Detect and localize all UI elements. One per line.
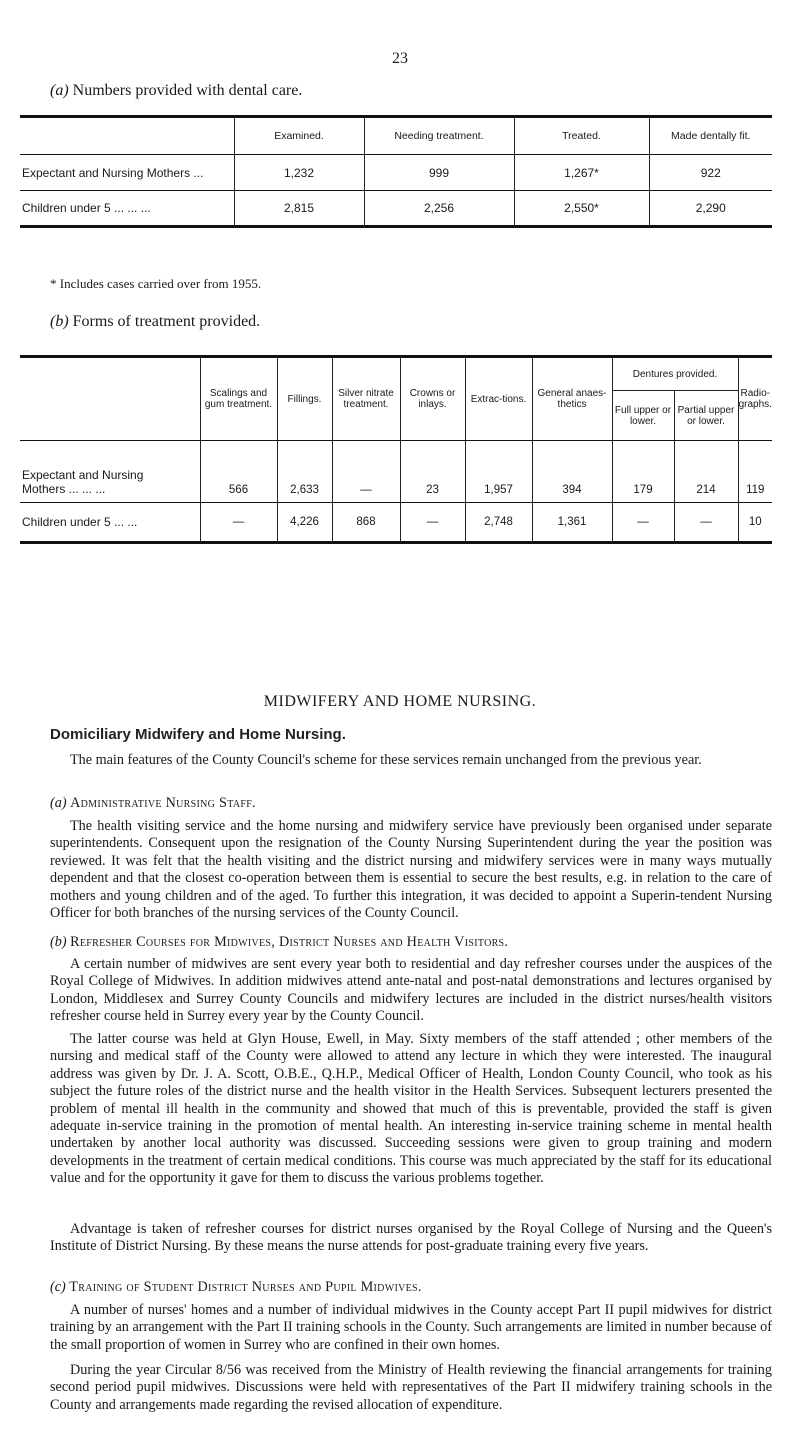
table-row [20, 155, 772, 191]
row-label: Expectant and Nursing Mothers ... [22, 165, 204, 180]
section-c-title [50, 1279, 772, 1296]
row-label-line-2: Mothers ... ... ... [22, 482, 106, 496]
section-a-paragraph [50, 818, 772, 922]
section-b-label: (b) [50, 934, 67, 950]
cell-fillings: 2,633 [277, 441, 332, 503]
table-a-corner-cell [20, 117, 234, 155]
table-b-caption-text: Forms of treatment provided. [72, 313, 261, 330]
section-b-text-3: Advantage is taken of refresher courses for district nurses organised by the Royal College of Nursing and the Queen's Institute of District Nursing. By these means the nurse attends for post-graduate training every five years. [50, 1221, 772, 1255]
cell-radiographs: 119 [738, 441, 772, 503]
cell-crowns: — [400, 503, 465, 543]
cell-silver-nitrate: 868 [332, 503, 400, 543]
dental-care-numbers-table [20, 115, 772, 228]
cell-extractions: 2,748 [465, 503, 532, 543]
header-radiographs: Radio-graphs. [738, 357, 772, 441]
header-scalings: Scalings and gum treatment. [200, 357, 277, 441]
section-c-heading: Training of Student District Nurses and Pupil Midwives. [69, 1279, 422, 1295]
dental-treatment-forms-table [20, 355, 772, 544]
section-b-text-2: The latter course was held at Glyn House, Ewell, in May. Sixty members of the staff attended ; other members of the nursing and medical staff of the County were allowed to attend any lecture in which they were interested. The inaugural address was given by Dr. J. A. Scott, O.B.E., Q.H.P., Medical Officer of Health, London County Council, who took as his subject the future roles of the district nurse and the health visitor in the Health Services. Subsequent lecturers presented the problem of mental ill health in the community and showed that much of this is preventable, provided the staff is given adequate in-service training in the promotion of mental health. An interesting in-service training scheme in mental health undertaken by another local authority was discussed. Succeeding sessions were given to group training and modern developments in the treatment of certain medical conditions. This course was much appreciated by the staff for its educational value and for the opportunity it gave for them to discuss the various problems together. [50, 1031, 772, 1187]
cell-radiographs: 10 [738, 503, 772, 543]
header-dentures-provided: Dentures provided. [612, 357, 738, 391]
row-label: Children under 5 ... ... ... [22, 201, 151, 215]
cell-general-anaesthetics: 394 [532, 441, 612, 503]
cell-needing-treatment: 2,256 [364, 191, 514, 227]
cell-examined: 2,815 [234, 191, 364, 227]
section-a-title [50, 795, 772, 812]
table-row [20, 441, 772, 503]
table-a-header-row [20, 117, 772, 155]
table-a-caption [50, 82, 302, 100]
section-c-label: (c) [50, 1279, 66, 1295]
header-made-dentally-fit: Made dentally fit. [649, 117, 772, 155]
cell-silver-nitrate: — [332, 441, 400, 503]
page-number: 23 [392, 50, 408, 67]
table-b-caption [50, 313, 260, 331]
section-a-text: The health visiting service and the home nursing and midwifery service have previously been organised under separate superintendents. Consequent upon the resignation of the County Nursing Superintendent during the year the position was reviewed. It was felt that the health visiting and the district nursing and midwifery services were in many ways mutually dependent and that the closest co-operation between them is essential to secure the best results, e.g. in relation to the care of mothers and young children and of the aged. To further this integration, it was decided to appoint a Superin-tendent Nursing Officer for both branches of the nursing services of the County Council. [50, 818, 772, 922]
section-c-text-2: During the year Circular 8/56 was received from the Ministry of Health reviewing the financial arrangements for training second period pupil midwives. Discussions were held with representatives of the Part II midwifery training schools in the County and arrangements made regarding the revised allocation of expenditure. [50, 1362, 772, 1413]
section-a-heading: Administrative Nursing Staff. [70, 795, 256, 811]
cell-fillings: 4,226 [277, 503, 332, 543]
section-subheading: Domiciliary Midwifery and Home Nursing. [50, 726, 346, 743]
table-a-caption-text: Numbers provided with dental care. [72, 82, 303, 99]
header-full-dentures: Full upper or lower. [612, 391, 674, 441]
row-label: Children under 5 ... ... [22, 515, 138, 529]
section-b-paragraph-2 [50, 1031, 772, 1188]
header-partial-dentures: Partial upper or lower. [674, 391, 738, 441]
header-treated: Treated. [514, 117, 649, 155]
cell-full-dentures: 179 [612, 441, 674, 503]
header-extractions: Extrac-tions. [465, 357, 532, 441]
section-heading: MIDWIFERY AND HOME NURSING. [263, 693, 537, 710]
intro-text: The main features of the County Council's scheme for these services remain unchanged from the previous year. [70, 752, 702, 768]
header-needing-treatment: Needing treatment. [364, 117, 514, 155]
section-b-title [50, 934, 772, 951]
cell-crowns: 23 [400, 441, 465, 503]
section-c-paragraph-1 [50, 1302, 772, 1354]
section-b-paragraph-3 [50, 1221, 772, 1256]
cell-treated: 1,267* [514, 155, 649, 191]
cell-made-dentally-fit: 2,290 [649, 191, 772, 227]
intro-paragraph [50, 752, 772, 769]
header-crowns: Crowns or inlays. [400, 357, 465, 441]
table-row [20, 503, 772, 543]
section-b-paragraph-1 [50, 956, 772, 1026]
cell-treated: 2,550* [514, 191, 649, 227]
table-b-header-row [20, 357, 772, 391]
cell-needing-treatment: 999 [364, 155, 514, 191]
table-a-caption-prefix: (a) [50, 82, 69, 99]
section-c-paragraph-2 [50, 1362, 772, 1414]
table-row [20, 191, 772, 227]
cell-partial-dentures: 214 [674, 441, 738, 503]
cell-made-dentally-fit: 922 [649, 155, 772, 191]
row-label [20, 441, 200, 503]
header-general-anaesthetics: General anaes-thetics [532, 357, 612, 441]
cell-extractions: 1,957 [465, 441, 532, 503]
section-c-text-1: A number of nurses' homes and a number of individual midwives in the County accept Part II pupil midwives for district training by an arrangement with the Part II training schools in the County. Such arrangements are limited in number because of the small proportion of women in Surrey who are confined in their own homes. [50, 1302, 772, 1353]
section-b-heading: Refresher Courses for Midwives, District Nurses and Health Visitors. [70, 934, 509, 950]
cell-scalings: — [200, 503, 277, 543]
table-a-footnote: * Includes cases carried over from 1955. [50, 276, 262, 291]
header-examined: Examined. [234, 117, 364, 155]
table-b-corner-cell [20, 357, 200, 441]
header-silver-nitrate: Silver nitrate treatment. [332, 357, 400, 441]
cell-full-dentures: — [612, 503, 674, 543]
cell-scalings: 566 [200, 441, 277, 503]
cell-general-anaesthetics: 1,361 [532, 503, 612, 543]
section-a-label: (a) [50, 795, 67, 811]
row-label-line-1: Expectant and Nursing [22, 468, 144, 482]
table-b-caption-prefix: (b) [50, 313, 69, 330]
header-fillings: Fillings. [277, 357, 332, 441]
cell-examined: 1,232 [234, 155, 364, 191]
section-b-text-1: A certain number of midwives are sent every year both to residential and day refresher courses under the auspices of the Royal College of Midwives. In addition midwives attend ante-natal and post-natal demonstrations and lectures organised by London, Middlesex and Surrey County Councils and midwifery lectures are included in the district nurses/health visitors refresher course held in Surrey every year by the County Council. [50, 956, 772, 1025]
cell-partial-dentures: — [674, 503, 738, 543]
